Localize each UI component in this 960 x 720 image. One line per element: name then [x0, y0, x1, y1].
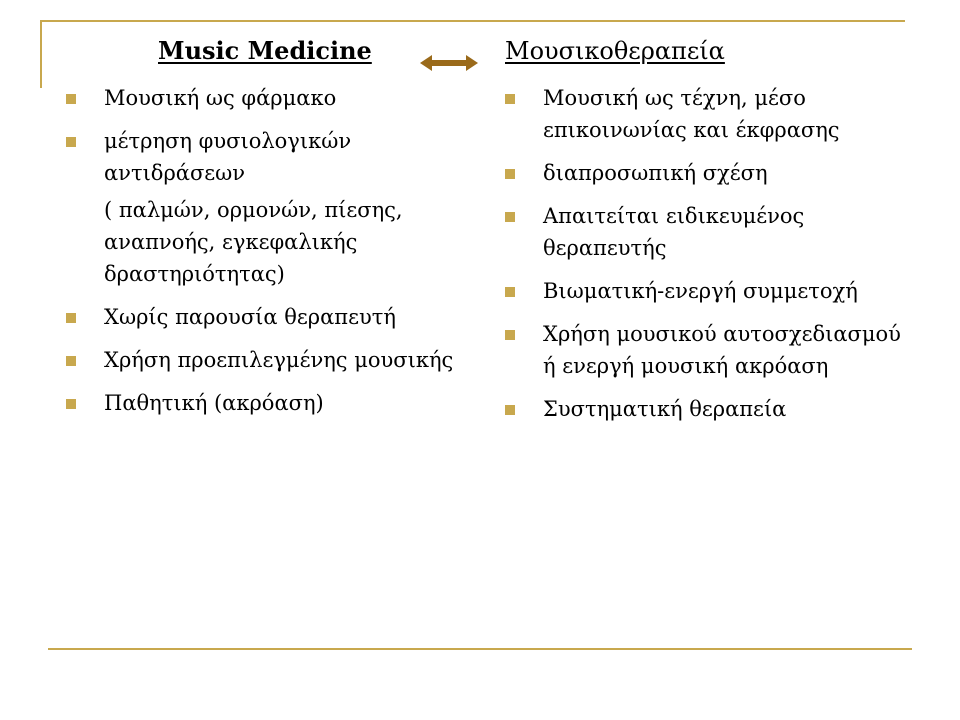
list-item	[505, 393, 905, 425]
list-item-text: Χρήση μουσικού αυτοσχεδιασμού ή ενεργή μουσική ακρόαση	[543, 322, 901, 378]
square-bullet-icon	[505, 287, 515, 297]
square-bullet-icon	[66, 399, 76, 409]
list-item-text: μέτρηση φυσιολογικών αντιδράσεων	[104, 129, 352, 185]
list-item	[505, 82, 905, 146]
left-rule	[40, 20, 42, 88]
list-item-text: Συστηματική θεραπεία	[543, 397, 787, 421]
square-bullet-icon	[66, 137, 76, 147]
square-bullet-icon	[505, 405, 515, 415]
square-bullet-icon	[505, 94, 515, 104]
heading-music-medicine: Music Medicine	[158, 36, 372, 65]
list-item	[66, 82, 466, 114]
heading-mousikotherapeia: Μουσικοθεραπεία	[505, 37, 725, 65]
list-subtext-text: ( παλμών, ορμονών, πίεσης, αναπνοής, εγκεφαλικής δραστηριότητας)	[104, 198, 403, 286]
list-item-text: διαπροσωπική σχέση	[543, 161, 768, 185]
top-rule	[40, 20, 905, 22]
square-bullet-icon	[66, 94, 76, 104]
list-item-text: Μουσική ως τέχνη, μέσο επικοινωνίας και έκφρασης	[543, 86, 840, 142]
list-item	[66, 125, 466, 189]
list-subtext	[66, 194, 466, 290]
list-item-text: Βιωματική-ενεργή συμμετοχή	[543, 279, 858, 303]
list-item	[66, 301, 466, 333]
list-item-text: Χρήση προεπιλεγμένης μουσικής	[104, 348, 454, 372]
square-bullet-icon	[505, 169, 515, 179]
square-bullet-icon	[505, 212, 515, 222]
list-item-text: Απαιτείται ειδικευμένος θεραπευτής	[543, 204, 805, 260]
list-item-text: Χωρίς παρουσία θεραπευτή	[104, 305, 396, 329]
list-item	[505, 200, 905, 264]
list-item-text: Παθητική (ακρόαση)	[104, 391, 324, 415]
list-item	[505, 275, 905, 307]
double-arrow-icon	[420, 54, 478, 72]
list-item	[66, 387, 466, 419]
square-bullet-icon	[66, 313, 76, 323]
square-bullet-icon	[66, 356, 76, 366]
list-item	[505, 318, 905, 382]
bottom-rule	[48, 648, 912, 650]
mousikotherapeia-list	[505, 82, 905, 436]
music-medicine-list	[66, 82, 466, 430]
square-bullet-icon	[505, 330, 515, 340]
list-item	[505, 157, 905, 189]
list-item	[66, 344, 466, 376]
list-item-text: Μουσική ως φάρμακο	[104, 86, 337, 110]
